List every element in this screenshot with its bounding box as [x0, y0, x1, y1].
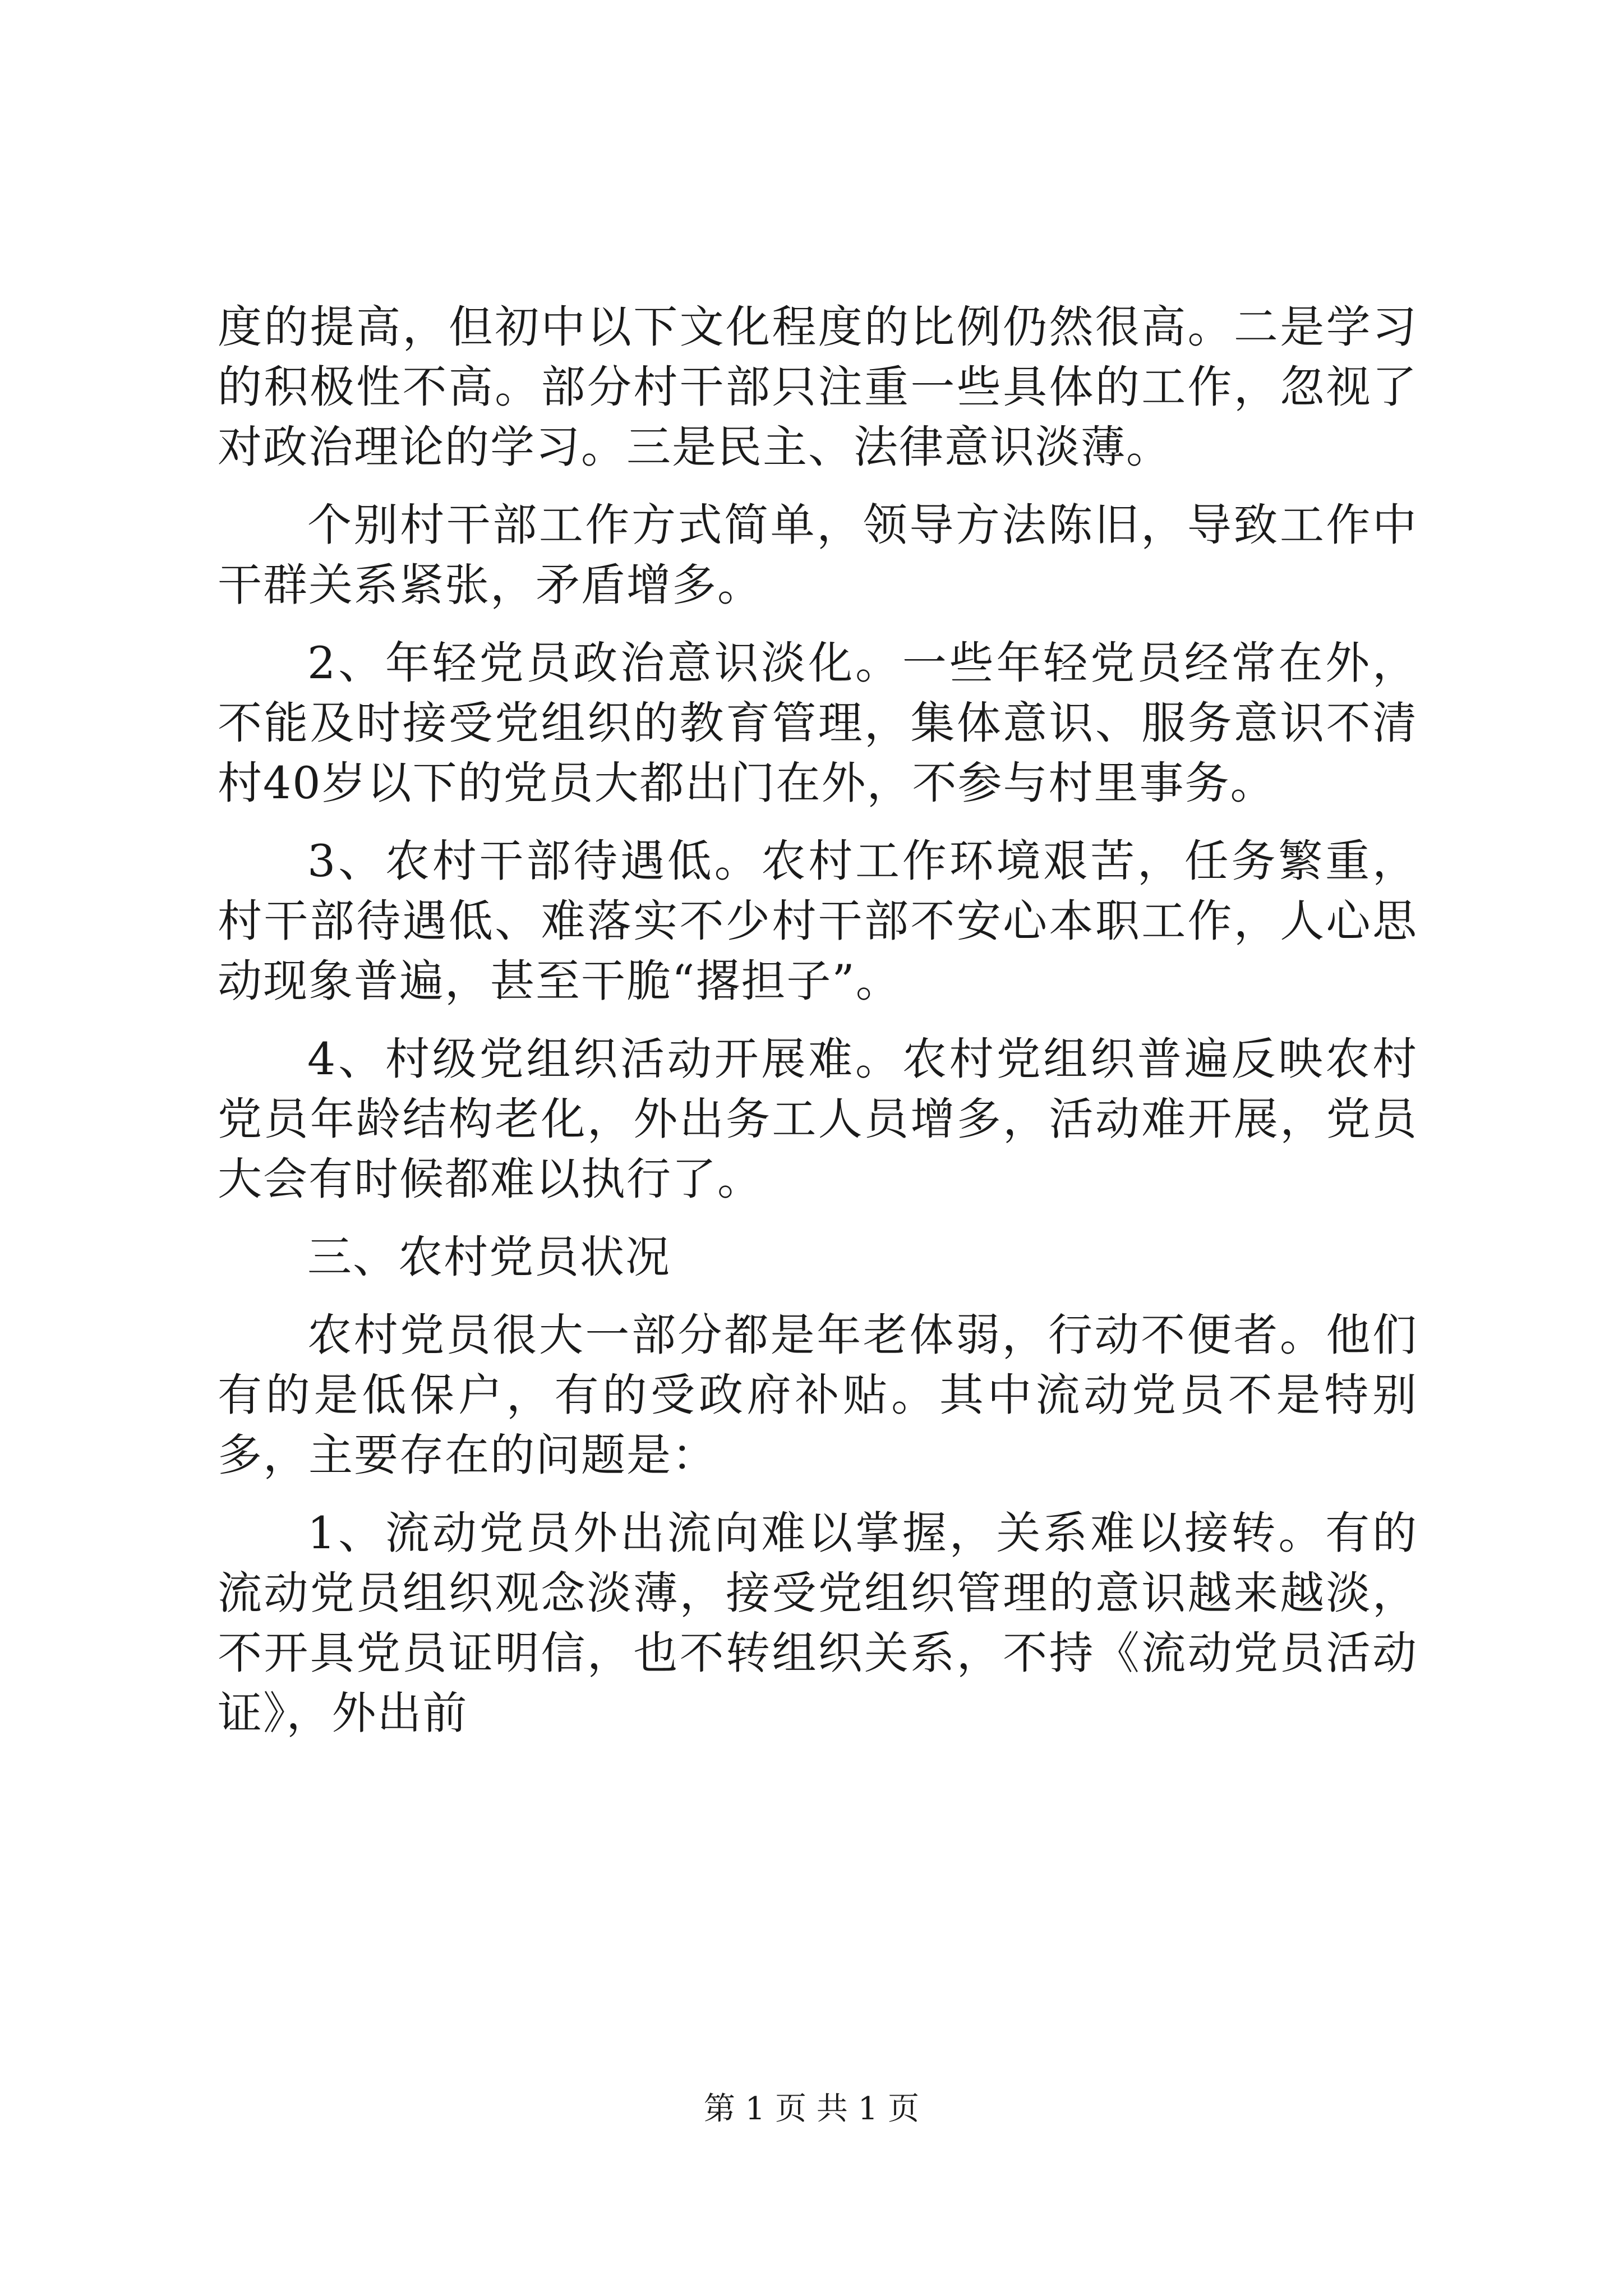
paragraph-2: 个别村干部工作方式简单，领导方法陈旧，导致工作中干群关系紧张，矛盾增多。: [218, 499, 1418, 611]
paragraph-5: 4、村级党组织活动开展难。农村党组织普遍反映农村党员年龄结构老化，外出务工人员增多，活动难开展，党员大会有时候都难以执行了。: [218, 1033, 1418, 1205]
section-heading: 三、农村党员状况: [307, 1231, 671, 1283]
document-body: [218, 297, 1418, 1761]
page-footer: [0, 2090, 1623, 2129]
paragraph-4: 3、农村干部待遇低。农村工作环境艰苦，任务繁重，村干部待遇低、难落实不少村干部不安心本职工作，人心思动现象普遍，甚至干脆“撂担子”。: [218, 835, 1418, 1007]
paragraph-7: 农村党员很大一部分都是年老体弱，行动不便者。他们有的是低保户，有的受政府补贴。其中流动党员不是特别多，主要存在的问题是：: [218, 1309, 1418, 1481]
paragraph-1: 度的提高，但初中以下文化程度的比例仍然很高。二是学习的积极性不高。部分村干部只注重一些具体的工作，忽视了对政治理论的学习。三是民主、法律意识淡薄。: [218, 301, 1418, 473]
page-number-label: 第 1 页 共 1 页: [703, 2091, 920, 2127]
paragraph-8: 1、流动党员外出流向难以掌握，关系难以接转。有的流动党员组织观念淡薄，接受党组织管理的意识越来越淡，不开具党员证明信，也不转组织关系，不持《流动党员活动证》，外出前: [218, 1507, 1418, 1739]
paragraph-3: 2、年轻党员政治意识淡化。一些年轻党员经常在外，不能及时接受党组织的教育管理，集体意识、服务意识不清村40岁以下的党员大都出门在外，不参与村里事务。: [218, 637, 1418, 809]
